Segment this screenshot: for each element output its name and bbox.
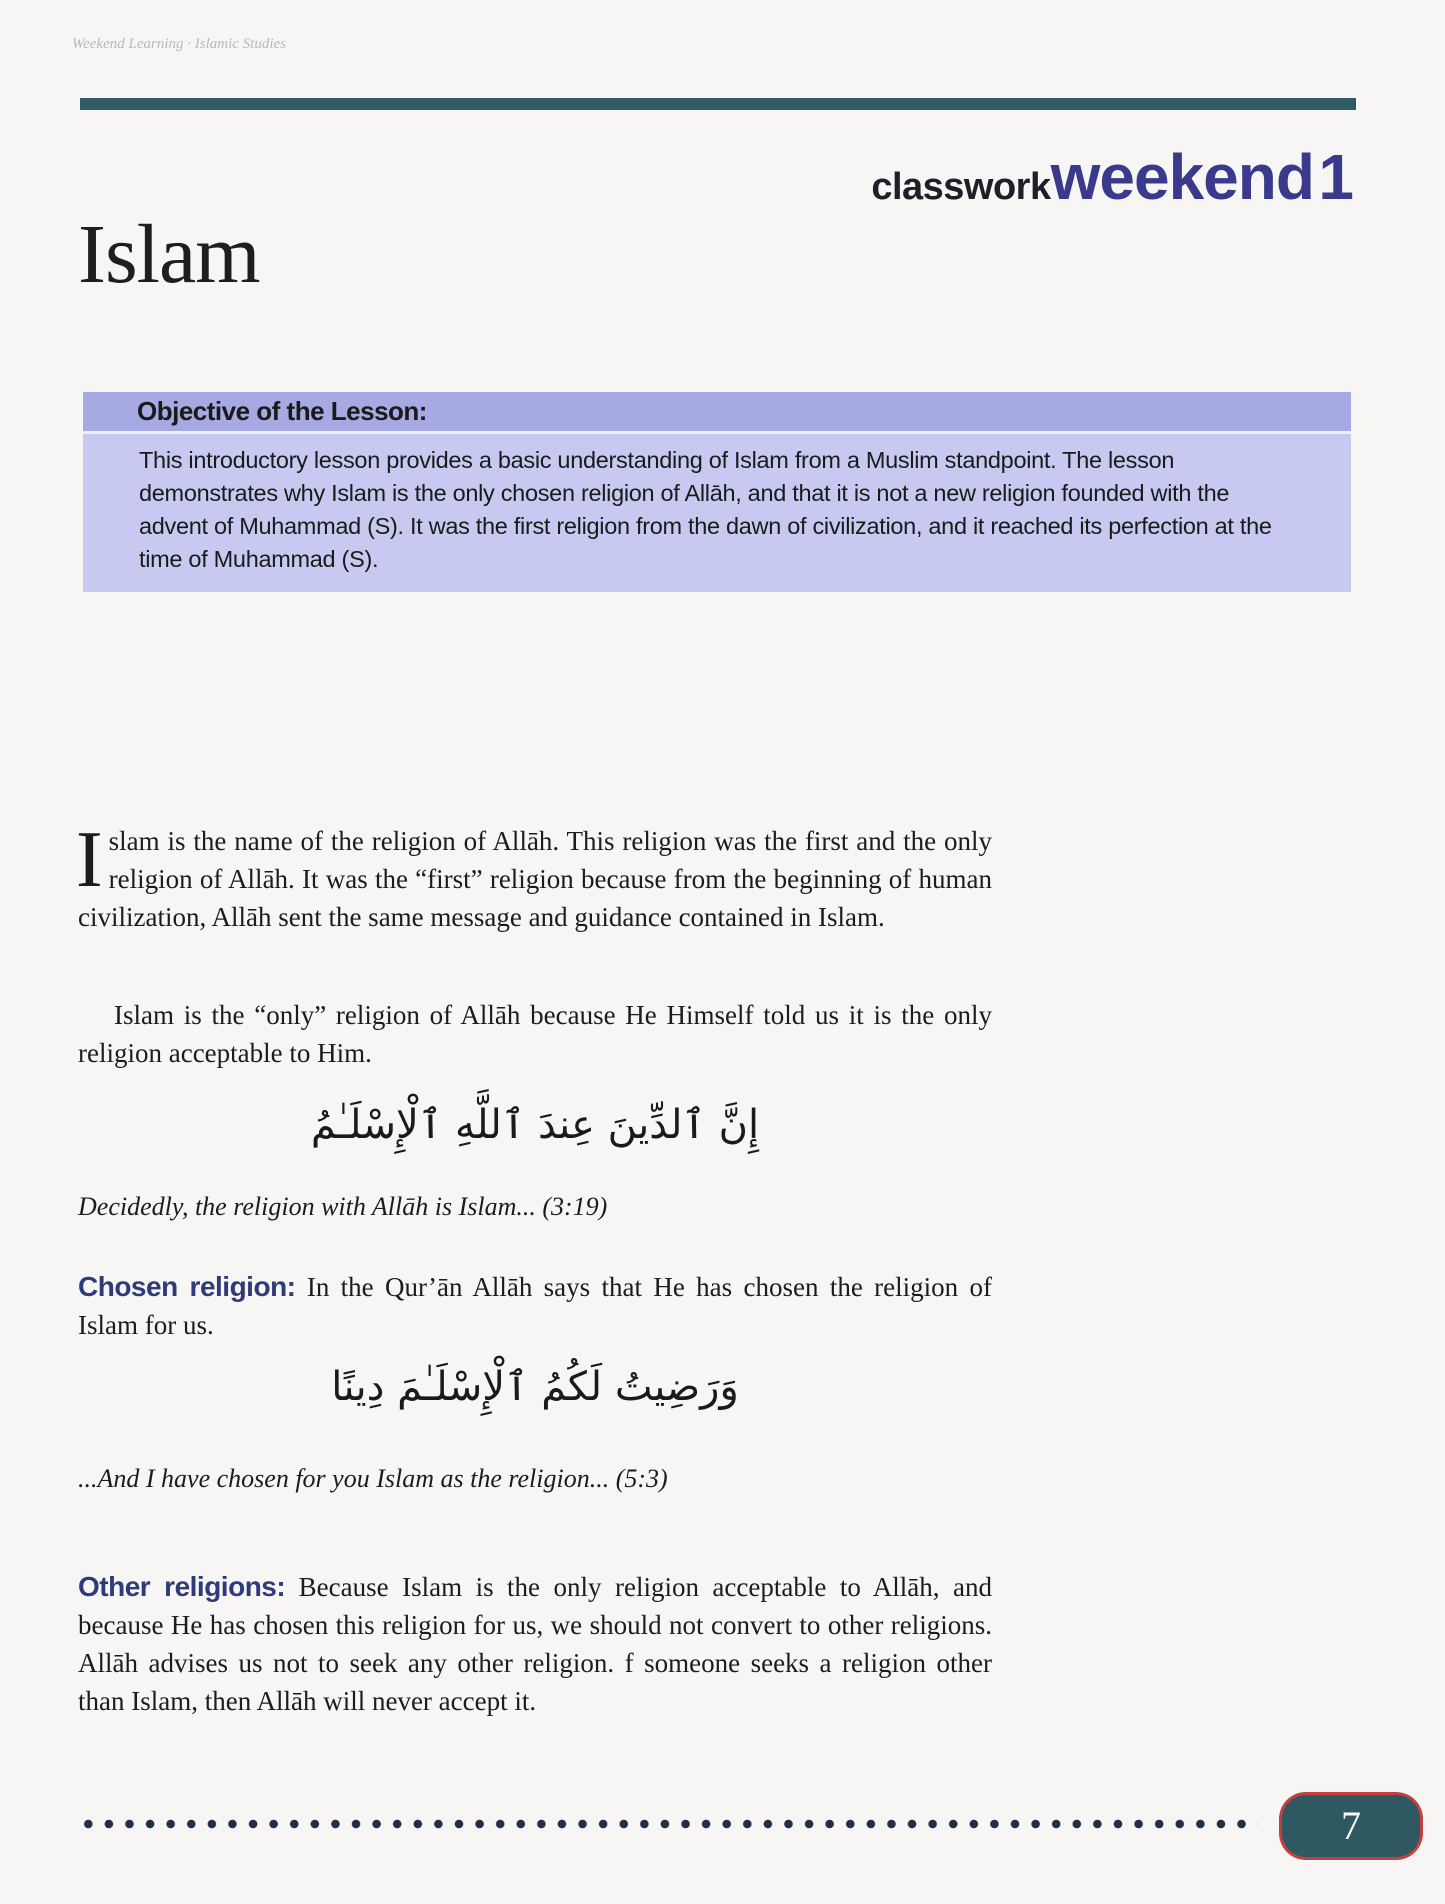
page-title: Islam	[78, 208, 260, 301]
verse1-translation: Decidedly, the religion with Allāh is Islam... (3:19)	[78, 1192, 608, 1221]
intro-text: slam is the name of the religion of Allāh. This religion was the first and the only religion of Allāh. It was the “first” religion because from the beginning of human civilization, Allāh sent the same message and guidance contained in Islam.	[78, 826, 992, 932]
verse1-section	[78, 1102, 992, 1148]
verse2-section	[78, 1364, 992, 1410]
chosen-text: In the Qur’ān Allāh says that He has chosen the religion of Islam for us.	[78, 1272, 992, 1340]
classwork-prefix: classwork	[871, 166, 1051, 208]
objective-heading: Objective of the Lesson:	[83, 392, 1351, 431]
classwork-label	[871, 140, 1353, 214]
intro-paragraph	[76, 816, 992, 936]
classwork-number: 1	[1318, 141, 1353, 213]
other-text: Because Islam is the only religion acceptable to Allāh, and because He has chosen this religion for us, we should not convert to other religions. Allāh advises us not to seek any other religion. f someone seeks a religion other than Islam, then Allāh will never accept it.	[78, 1572, 992, 1716]
chosen-section	[78, 1268, 992, 1344]
top-rule	[80, 98, 1356, 110]
verse2-translation: ...And I have chosen for you Islam as the religion... (5:3)	[78, 1464, 668, 1493]
classwork-word: weekend	[1050, 141, 1314, 213]
dotted-footer-rule	[78, 1815, 1258, 1833]
chosen-label: Chosen religion:	[78, 1271, 296, 1302]
verse2-translation-section	[78, 1460, 992, 1498]
only-section	[78, 996, 992, 1072]
verse2-arabic: وَرَضِيتُ لَكُمُ ٱلْإِسْلَـٰمَ دِينًا	[331, 1364, 739, 1410]
verse1-translation-section	[78, 1188, 992, 1226]
verse1-arabic: إِنَّ ٱلدِّينَ عِندَ ٱللَّهِ ٱلْإِسْلَـٰمُ	[310, 1102, 760, 1148]
objective-box	[83, 392, 1351, 592]
other-paragraph	[78, 1568, 992, 1720]
objective-text: This introductory lesson provides a basic understanding of Islam from a Muslim standpoint. The lesson demonstrates why Islam is the only chosen religion of Allāh, and that it is not a new religion founded with the advent of Muhammad (S). It was the first religion from the dawn of civilization, and it reached its perfection at the time of Muhammad (S).	[139, 447, 1272, 572]
only-paragraph: Islam is the “only” religion of Allāh because He Himself told us it is the only religion acceptable to Him.	[78, 1000, 992, 1068]
drop-cap: I	[76, 816, 103, 904]
other-label: Other religions:	[78, 1571, 286, 1602]
other-section	[78, 1568, 992, 1720]
page-number: 7	[1282, 1795, 1420, 1857]
chosen-paragraph	[78, 1268, 992, 1344]
intro-section	[76, 816, 992, 936]
header-note: Weekend Learning · Islamic Studies	[72, 36, 286, 52]
